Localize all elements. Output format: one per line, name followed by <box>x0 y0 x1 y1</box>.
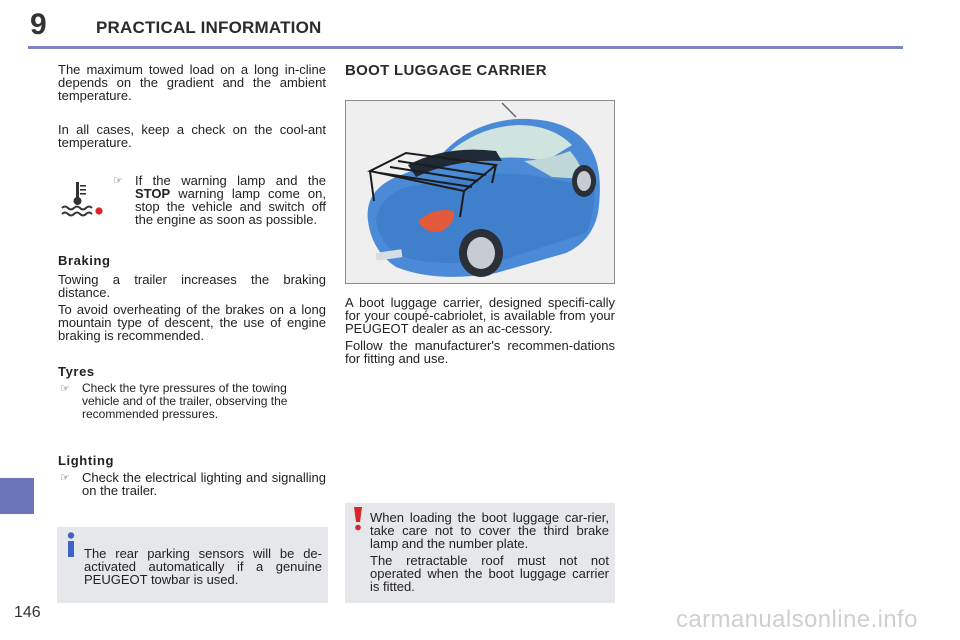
intro-paragraph-2-wrap <box>58 123 326 149</box>
info-icon <box>64 532 78 558</box>
warning-lamp-block <box>111 174 326 226</box>
stop-label: STOP <box>135 186 171 201</box>
braking-paragraph-1: Towing a trailer increases the braking distance. <box>58 272 326 300</box>
chapter-number: 9 <box>30 8 47 41</box>
intro-paragraph-1: The maximum towed load on a long in-cline depends on the gradient and the ambient temperature. <box>58 62 326 103</box>
tyres-bullet <box>58 382 326 421</box>
chapter-tab <box>0 478 34 514</box>
bullet-arrow-icon: ☞ <box>60 383 70 395</box>
tyres-section <box>58 365 326 421</box>
boot-carrier-text <box>345 296 615 365</box>
coolant-temperature-icon <box>60 178 104 218</box>
warning-box-paragraph-1: When loading the boot luggage car-rier, take care not to cover the third brake lamp and the number plate. <box>370 510 609 551</box>
info-box-text-wrap <box>84 547 322 586</box>
exclamation-icon <box>352 507 364 531</box>
lighting-heading: Lighting <box>58 453 115 468</box>
tyres-heading: Tyres <box>58 364 95 379</box>
header-rule <box>28 46 903 49</box>
tyres-bullet-text: Check the tyre pressures of the towing vehicle and of the trailer, observing the recommended pressures. <box>82 381 288 421</box>
watermark: carmanualsonline.info <box>676 606 918 633</box>
lighting-section <box>58 454 326 497</box>
bullet-arrow-icon: ☞ <box>60 472 70 484</box>
page-number: 146 <box>14 604 41 621</box>
lighting-bullet <box>58 471 326 497</box>
lighting-bullet-text: Check the electrical lighting and signalling on the trailer. <box>82 470 326 498</box>
boot-carrier-paragraph-2: Follow the manufacturer's recommen-dations for fitting and use. <box>345 338 615 366</box>
bullet-arrow-icon: ☞ <box>113 175 123 187</box>
left-column <box>58 63 326 102</box>
car-illustration <box>345 100 615 284</box>
braking-paragraph-2: To avoid overheating of the brakes on a long mountain type of descent, the use of engine braking is recommended. <box>58 302 326 343</box>
warning-box-text <box>370 511 609 593</box>
info-box-text: The rear parking sensors will be de-activated automatically if a genuine PEUGEOT towbar is used. <box>84 546 322 587</box>
warning-lamp-bullet <box>111 174 326 226</box>
warning-lamp-text <box>135 174 326 226</box>
boot-luggage-heading: BOOT LUGGAGE CARRIER <box>345 62 547 79</box>
braking-heading: Braking <box>58 253 111 268</box>
car-with-boot-luggage-carrier-icon <box>346 101 614 283</box>
braking-section <box>58 254 326 342</box>
chapter-title: PRACTICAL INFORMATION <box>96 18 322 37</box>
warning-lamp-text-after: warning lamp come on, stop the vehicle and switch off the engine as soon as possible. <box>135 186 326 227</box>
intro-paragraph-2: In all cases, keep a check on the cool-ant temperature. <box>58 122 326 150</box>
warning-box-paragraph-2: The retractable roof must not not operated when the boot luggage carrier is fitted. <box>370 553 609 594</box>
warning-lamp-text-before: If the warning lamp and the <box>135 173 326 188</box>
boot-carrier-paragraph-1: A boot luggage carrier, designed specifi-cally for your coupé-cabriolet, is available from your PEUGEOT dealer as an ac-cessory. <box>345 295 615 336</box>
